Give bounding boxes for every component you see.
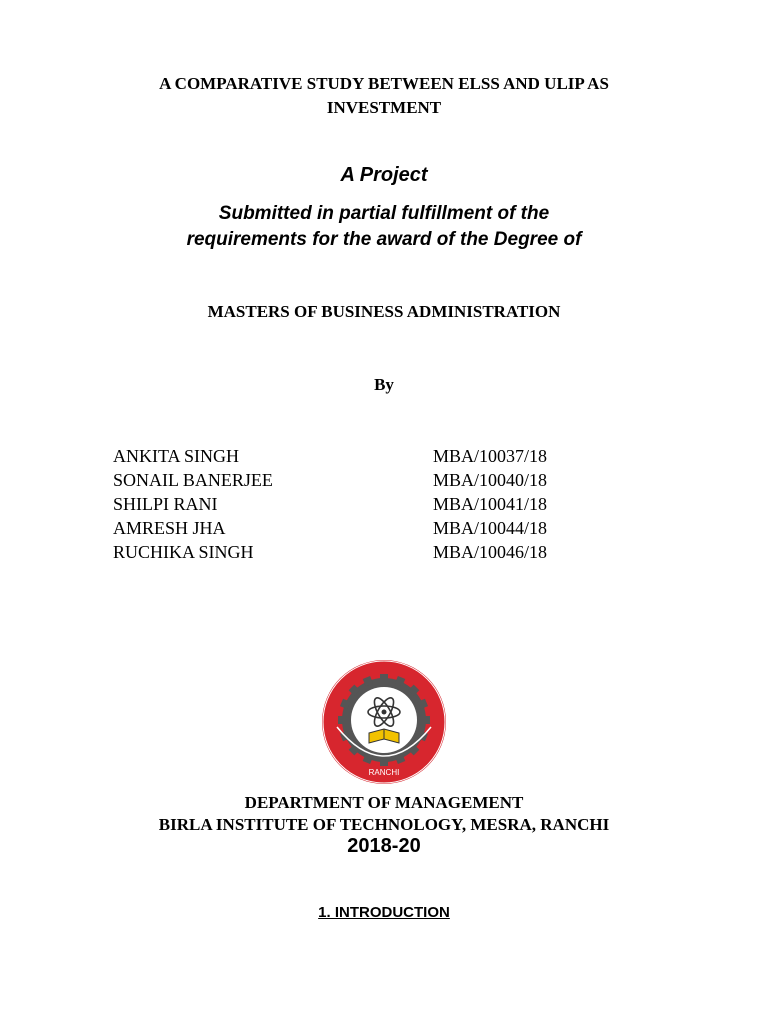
- project-label: A Project: [340, 164, 428, 186]
- atom-nucleus: [382, 710, 387, 715]
- member-roll-number: MBA/10037/18: [433, 446, 548, 466]
- gear-tooth: [338, 716, 346, 724]
- member-name: RUCHIKA SINGH: [113, 542, 254, 562]
- gear-tooth: [380, 758, 388, 766]
- submission-line-2: requirements for the award of the Degree of: [186, 229, 582, 250]
- submission-line-1: Submitted in partial fulfillment of the: [218, 203, 550, 224]
- institute-seal-icon: [319, 657, 449, 787]
- member-roll-number: MBA/10040/18: [433, 470, 548, 490]
- institute-block: [0, 792, 768, 836]
- member-row: [113, 516, 633, 540]
- member-name: SHILPI RANI: [113, 494, 218, 514]
- section-heading: 1. INTRODUCTION: [318, 904, 450, 921]
- by-label: By: [374, 375, 394, 394]
- member-name: AMRESH JHA: [113, 518, 226, 538]
- department-name: DEPARTMENT OF MANAGEMENT: [244, 793, 524, 812]
- member-row: [113, 540, 633, 564]
- seal-text: RANCHI: [368, 768, 400, 777]
- document-title: [0, 72, 768, 120]
- member-roll-number: MBA/10046/18: [433, 542, 548, 562]
- member-row: [113, 444, 633, 468]
- title-line-2: INVESTMENT: [326, 98, 442, 117]
- member-roll-number: MBA/10044/18: [433, 518, 548, 538]
- academic-year: 2018-20: [347, 835, 421, 857]
- member-roll-number: MBA/10041/18: [433, 494, 548, 514]
- submission-statement: [0, 201, 768, 253]
- member-list: [113, 444, 633, 564]
- member-row: [113, 468, 633, 492]
- degree-name: MASTERS OF BUSINESS ADMINISTRATION: [207, 302, 561, 321]
- member-name: SONAIL BANERJEE: [113, 470, 273, 490]
- title-line-1: A COMPARATIVE STUDY BETWEEN ELSS AND ULIP AS: [159, 74, 609, 93]
- member-name: ANKITA SINGH: [113, 446, 240, 466]
- gear-tooth: [380, 674, 388, 682]
- member-row: [113, 492, 633, 516]
- gear-tooth: [422, 716, 430, 724]
- seal-inner-disc: [351, 687, 417, 753]
- institute-name: BIRLA INSTITUTE OF TECHNOLOGY, MESRA, RANCHI: [158, 815, 610, 834]
